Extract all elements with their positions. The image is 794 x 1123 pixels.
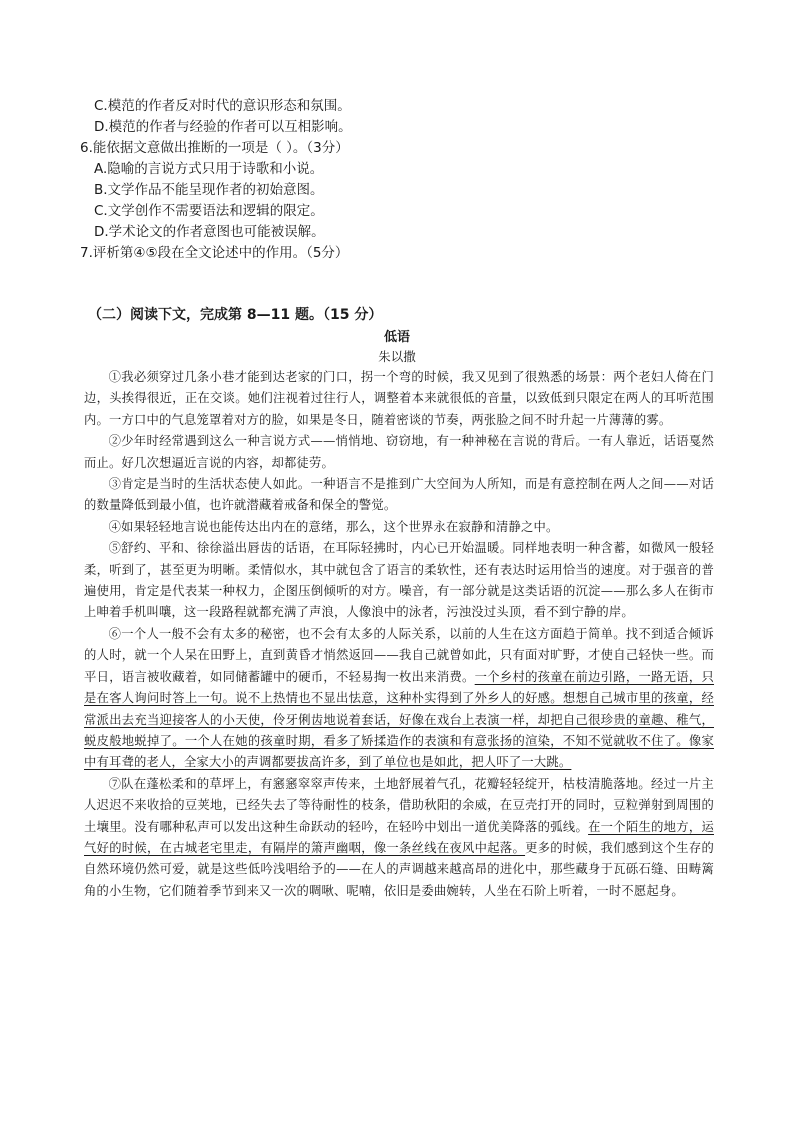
underlined-passage-1: 一个乡村的孩童在前边引路，一路无语，只是在客人询问时答上一句。说不上热情也不显出怯意，这种朴实得到了外乡人的好感。想想自己城市里的孩童，经常派出去充当迎接客人的小天使，伶牙俐齿地说着套话，好像在戏台上表演一样，却把自己很珍贵的童趣、稚气，蜕皮般地蜕掉了。一个人在她的孩童时期，看多了矫揉造作的表演和有意张扬的渲染，不知不觉就收不住了。: [84, 669, 715, 748]
q5-option-d: D.模范的作者与经验的作者可以互相影响。: [94, 119, 352, 135]
q5-option-c: C.模范的作者反对时代的意识形态和氛围。: [94, 98, 351, 114]
q6-option-d: D.学术论文的作者意图也可能被误解。: [94, 224, 325, 240]
q6-stem: 6.能依据文意做出推断的一项是（ ）。（3分）: [80, 140, 349, 156]
q6-option-c: C.文学创作不需要语法和逻辑的限定。: [94, 203, 324, 219]
paragraph-6-text: ⑥一个人一般不会有太多的秘密，也不会有太多的人际关系，以前的人生在这方面趋于简单。找不到适合倾诉的人时，就一个人呆在田野上，直到黄昏才悄然返回——我自己就曾如此，只有面对旷野，才使自己轻快一些。而平日，语言被收藏着，如同储蓄罐中的硬币，不轻易掏一枚出来消费。: [84, 626, 714, 684]
paragraph-1: ①我必须穿过几条小巷才能到达老家的门口，拐一个弯的时候，我又见到了很熟悉的场景：两个老妇人倚在门边，头挨得很近，正在交谈。她们注视着过往行人，调整着本来就很低的音量，以致低到只限定在两人的耳听范围内。一方口中的气息笼罩着对方的脸，如果是冬日，随着密谈的节奏，两张脸之间不时升起一片薄薄的雾。: [84, 370, 714, 427]
paragraph-4: ④如果轻轻地言说也能传达出内在的意绪，那么，这个世界永在寂静和清静之中。: [108, 519, 559, 534]
paragraph-3: ③肯定是当时的生活状态使人如此。一种语言不是推到广大空间为人所知，而是有意控制在两人之间——对话的数量降低到最小值，也许就潜藏着戒备和保全的警觉。: [84, 477, 714, 513]
article-title: 低语: [383, 330, 410, 345]
article-author: 朱以撒: [378, 349, 416, 364]
paragraph-7-text: ⑦队在蓬松柔和的草坪上，有窸窸窣窣声传来，土地舒展着气孔，花瓣轻轻绽开，枯枝清脆落地。经过一片主人迟迟不来收拾的豆荚地，已经失去了等待耐性的枝条，借助秋阳的余威，在豆壳打开的同时，豆粒弹射到周围的土壤里。没有哪种私声可以发出这种生命跃动的轻吟，在轻吟中划出一道优美降落的弧线。: [84, 776, 714, 834]
q6-option-a: A.隐喻的言说方式只用于诗歌和小说。: [94, 161, 324, 177]
question-block: [80, 96, 720, 264]
underlined-passage-3: 在一个陌生的地方，运气好的时候，在古城老宅里走，有隔岸的箫声幽咽，像一条丝线在夜风中起落。: [84, 819, 714, 855]
paragraph-2: ②少年时经常遇到这么一种言说方式——悄悄地、窃窃地，有一种神秘在言说的背后。一有人靠近，话语戛然而止。好几次想逼近言说的内容，却都徒劳。: [84, 434, 714, 470]
section-heading: （二）阅读下文，完成第 8—11 题。（15 分）: [88, 307, 383, 323]
paragraph-7-tail: 更多的时候，我们感到这个生存的自然环境仍然可爱，就是这些低吟浅唱给予的——在人的声调越来越高昂的进化中，那些藏身于瓦砾石缝、田畴篱角的小生物，它们随着季节到来又一次的啁啾、呢喃，依旧是委曲婉转，人坐在石阶上听着，一时不愿起身。: [84, 840, 714, 898]
paragraph-6: [84, 624, 714, 774]
paragraph-7: [84, 774, 714, 902]
q6-option-b: B.文学作品不能呈现作者的初始意图。: [94, 182, 324, 198]
underlined-passage-2: 像家中有耳聋的老人，全家大小的声调都要拔高许多，到了单位也是如此，把人吓了一大跳。: [84, 733, 714, 770]
article-body: [84, 367, 714, 902]
paragraph-5: ⑤舒约、平和、徐徐溢出唇齿的话语，在耳际轻拂时，内心已开始温暖。同样地表明一种含蓄，如微风一般轻柔，听到了，甚至更为明晰。柔情似水，其中就包含了语言的柔软性，还有表达时运用恰当的速度。对于强音的普遍使用，肯定是代表某一种权力，企图压倒倾听的对方。噪音，有一部分就是这类话语的沉淀——那么多人在街市上呻着手机叫嚷，这一段路程就都充满了声浪，人像浪中的泳者，污浊没过头顶，看不到宁静的岸。: [84, 541, 714, 620]
q7-stem: 7.评析第④⑤段在全文论述中的作用。（5分）: [80, 245, 349, 261]
